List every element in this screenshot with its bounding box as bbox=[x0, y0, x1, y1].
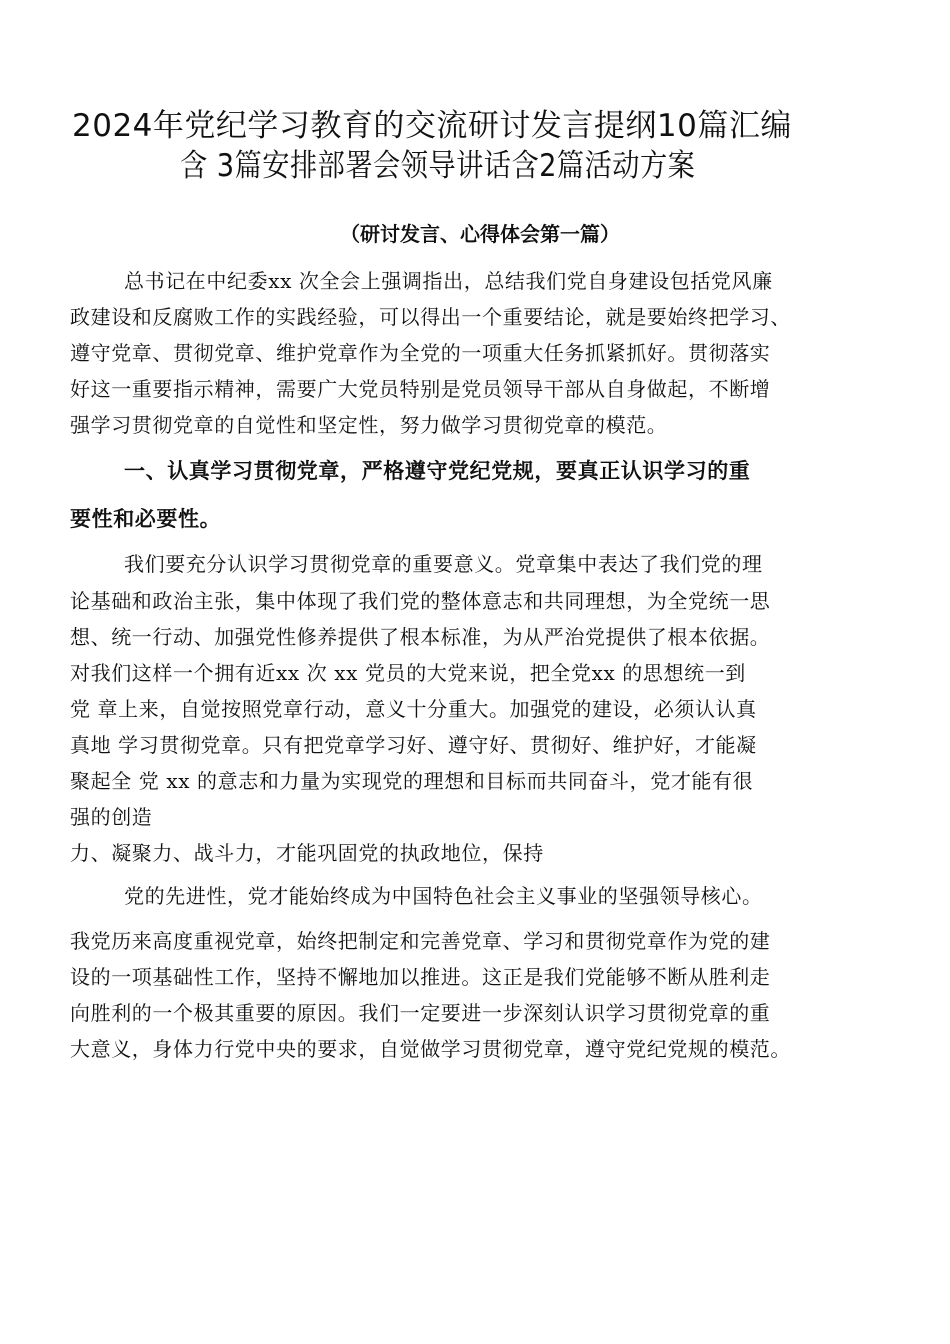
paragraph-3-line: 向胜利的一个极其重要的原因。我们一定要进一步深刻认识学习贯彻党章的重 bbox=[70, 1001, 771, 1025]
paragraph-2-line: 党 章上来，自觉按照党章行动，意义十分重大。加强党的建设，必须认认真 bbox=[70, 697, 757, 721]
paragraph-1-line: 遵守党章、贯彻党章、维护党章作为全党的一项重大任务抓紧抓好。贯彻落实 bbox=[70, 341, 771, 365]
section-subtitle: （研讨发言、心得体会第一篇） bbox=[340, 222, 620, 246]
paragraph-2-line: 强的创造 bbox=[70, 805, 153, 829]
paragraph-2-line: 我们要充分认识学习贯彻党章的重要意义。党章集中表达了我们党的理 bbox=[124, 552, 763, 576]
paragraph-1-line: 政建设和反腐败工作的实践经验，可以得出一个重要结论，就是要始终把学习、 bbox=[70, 305, 791, 329]
document-title-line-2: 含 3篇安排部署会领导讲话含2篇活动方案 bbox=[180, 148, 696, 184]
paragraph-1-line: 总书记在中纪委xx 次全会上强调指出，总结我们党自身建设包括党风廉 bbox=[124, 269, 773, 293]
paragraph-2-line: 力、凝聚力、战斗力，才能巩固党的执政地位，保持 bbox=[70, 841, 544, 865]
section-heading-line: 一、认真学习贯彻党章，严格遵守党纪党规，要真正认识学习的重 bbox=[124, 459, 751, 483]
paragraph-2-line: 对我们这样一个拥有近xx 次 xx 党员的大党来说，把全党xx 的思想统一到 bbox=[70, 661, 746, 685]
paragraph-2-line: 真地 学习贯彻党章。只有把党章学习好、遵守好、贯彻好、维护好，才能凝 bbox=[70, 733, 757, 757]
paragraph-1-line: 强学习贯彻党章的自觉性和坚定性，努力做学习贯彻党章的模范。 bbox=[70, 413, 668, 437]
paragraph-2-line: 聚起全 党 xx 的意志和力量为实现党的理想和目标而共同奋斗，党才能有很 bbox=[70, 769, 754, 793]
document-title-line-1: 2024年党纪学习教育的交流研讨发言提纲10篇汇编 bbox=[72, 108, 792, 144]
paragraph-2-line: 论基础和政治主张，集中体现了我们党的整体意志和共同理想，为全党统一思 bbox=[70, 589, 771, 613]
paragraph-3-line: 党的先进性，党才能始终成为中国特色社会主义事业的坚强领导核心。 bbox=[124, 884, 763, 908]
paragraph-3-line: 大意义，身体力行党中央的要求，自觉做学习贯彻党章，遵守党纪党规的模范。 bbox=[70, 1037, 791, 1061]
paragraph-3-line: 我党历来高度重视党章，始终把制定和完善党章、学习和贯彻党章作为党的建 bbox=[70, 929, 771, 953]
paragraph-3-line: 设的一项基础性工作，坚持不懈地加以推进。这正是我们党能够不断从胜利走 bbox=[70, 965, 771, 989]
section-heading-line: 要性和必要性。 bbox=[70, 507, 222, 531]
paragraph-1-line: 好这一重要指示精神，需要广大党员特别是党员领导干部从自身做起，不断增 bbox=[70, 377, 771, 401]
paragraph-2-line: 想、统一行动、加强党性修养提供了根本标准，为从严治党提供了根本依据。 bbox=[70, 625, 771, 649]
